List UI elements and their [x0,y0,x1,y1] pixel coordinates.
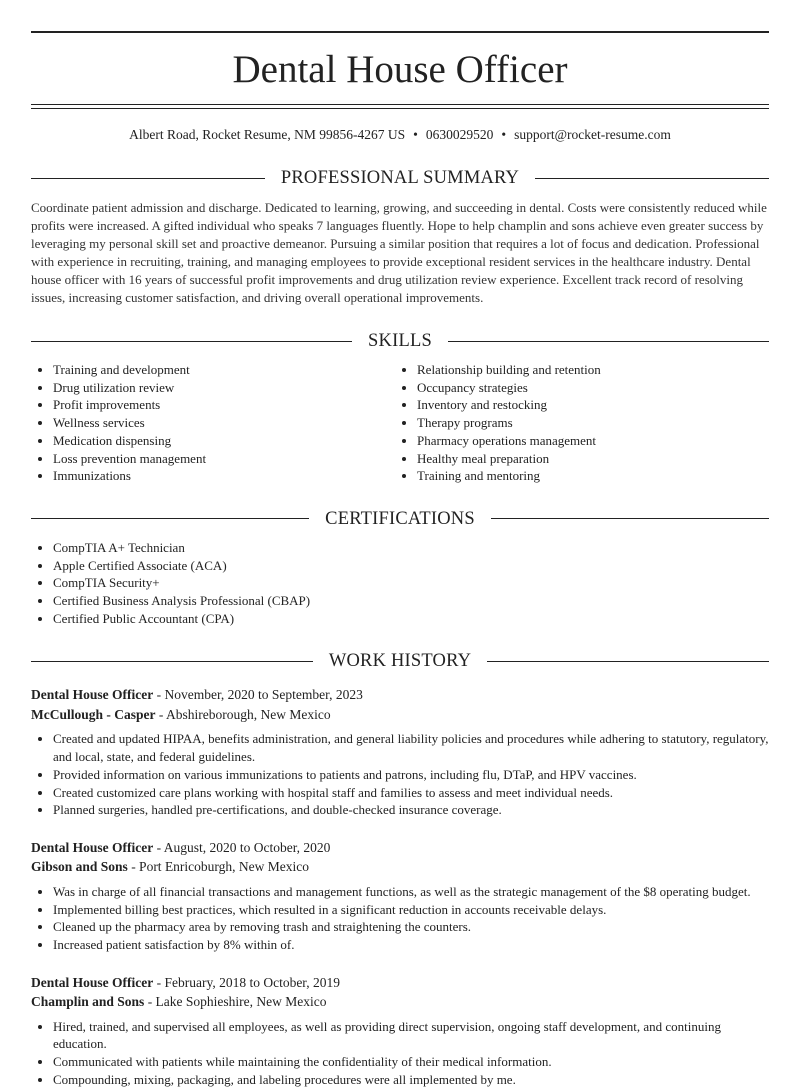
job-title: Dental House Officer [31,839,154,855]
skill-item: • Profit improvements [53,396,395,414]
skill-item: • Training and development [53,361,395,379]
job-company-line [31,857,769,877]
section-rule-right [491,518,769,519]
section-rule-left [31,178,265,179]
contact-separator: • [501,127,507,142]
page-title: Dental House Officer [232,48,568,91]
contact-phone: 0630029520 [425,127,494,142]
certifications-section-title: CERTIFICATIONS [325,508,475,529]
skills-columns [31,361,769,485]
skills-column-left [31,361,395,485]
job-bullet: • Implemented billing best practices, which resulted in a significant reduction in accounts receivable delays. [53,901,769,919]
section-rule-right [535,178,769,179]
job-bullet: • Compounding, mixing, packaging, and labeling procedures were all implemented by me. [53,1071,769,1089]
job-location: - Port Enricoburgh, New Mexico [127,859,310,875]
certification-item: • CompTIA Security+ [53,574,769,592]
job-bullet: • Increased patient satisfaction by 8% within of. [53,936,769,954]
skill-item: • Training and mentoring [417,467,759,485]
job-dates: - August, 2020 to October, 2020 [153,839,331,855]
job-title-line [31,973,769,993]
skills-list-left [31,361,395,485]
contact-separator: • [413,127,418,142]
job-company-line [31,992,769,1012]
section-rule-left [31,341,352,342]
skills-section-header [31,329,769,353]
job-bullets [31,1018,769,1089]
skill-item: • Inventory and restocking [417,396,759,414]
job-title: Dental House Officer [31,974,154,990]
job-title-line [31,685,769,705]
job-dates: - February, 2018 to October, 2019 [153,974,341,990]
summary-section-header [31,166,769,190]
skill-item: • Therapy programs [417,414,759,432]
skills-section-title: SKILLS [368,331,432,351]
job-title: Dental House Officer [31,687,154,703]
job-company-line [31,705,769,725]
skill-item: • Relationship building and retention [417,361,759,379]
skill-item: • Healthy meal preparation [417,450,759,468]
job-title-line [31,838,769,858]
certification-item: • Apple Certified Associate (ACA) [53,557,769,575]
job-bullet: • Provided information on various immunizations to patients and patrons, including flu, DTaP, and HPV vaccines. [53,766,769,784]
job-bullet: • Communicated with patients while maintaining the confidentiality of their medical information. [53,1053,769,1071]
certification-item: • Certified Public Accountant (CPA) [53,610,769,628]
work-section-title: WORK HISTORY [328,651,472,672]
job-bullet: • Was in charge of all financial transactions and management functions, as well as the strategic management of the $8 operating budget. [53,883,769,901]
job-company: McCullough - Casper [31,706,156,722]
skills-column-right [395,361,759,485]
skill-item: • Wellness services [53,414,395,432]
skill-item: • Occupancy strategies [417,379,759,397]
work-section-header [31,649,769,673]
certification-item: • CompTIA A+ Technician [53,539,769,557]
section-rule-right [448,341,769,342]
job-bullet: • Created customized care plans working with hospital staff and families to assess and meet individual needs. [53,784,769,802]
skill-item: • Loss prevention management [53,450,395,468]
job-company: Gibson and Sons [31,859,128,875]
job-location: - Lake Sophieshire, New Mexico [144,994,327,1010]
skills-list-right [395,361,759,485]
skill-item: • Immunizations [53,467,395,485]
skill-item: • Pharmacy operations management [417,432,759,450]
job-entry [31,838,769,954]
job-bullets [31,883,769,954]
section-rule-right [487,661,769,662]
skill-item: • Medication dispensing [53,432,395,450]
job-bullets [31,730,769,819]
section-rule-left [31,661,313,662]
skill-item: • Drug utilization review [53,379,395,397]
job-location: - Abshireborough, New Mexico [155,706,331,722]
job-bullet: • Planned surgeries, handled pre-certifications, and double-checked insurance coverage. [53,801,769,819]
job-bullet: • Hired, trained, and supervised all employees, as well as providing direct supervision, ongoing staff development, and continuing education. [53,1018,769,1053]
summary-text: Coordinate patient admission and discharge. Dedicated to learning, growing, and succeeding in dental. Costs were consistently reduced while profits were increased. A gifted individual who speaks 7 languages fluently. Hope to help champlin and sons achieve even greater success by leveraging my personal skill set and proactive demeanor. Pursuing a similar position that requires a lot of focus and dedication. Professional with experience in recruiting, training, and managing employees to provide exceptional resident services in the healthcare industry. Dental house officer with 16 years of successful profit improvements and drug utilization review experience. Excellent track record of resolving issues, increasing customer satisfaction, and driving overall operational improvements. [31,200,767,305]
certifications-list [31,539,769,628]
job-company: Champlin and Sons [31,994,145,1010]
resume-page [31,0,769,1089]
contact-email[interactable]: support@rocket-resume.com [514,127,671,142]
job-bullet: • Created and updated HIPAA, benefits administration, and general liability policies and procedures while adhering to statutory, regulatory, and local, state, and federal guidelines. [53,730,769,765]
top-rule [31,31,769,33]
certifications-section-header [31,507,769,531]
job-bullet: • Cleaned up the pharmacy area by removing trash and straightening the counters. [53,918,769,936]
summary-section-title: PROFESSIONAL SUMMARY [280,168,520,188]
job-entry [31,685,769,819]
contact-line [31,126,769,144]
certification-item: • Certified Business Analysis Professional (CBAP) [53,592,769,610]
job-entry [31,973,769,1089]
job-dates: - November, 2020 to September, 2023 [153,687,363,703]
contact-address: Albert Road, Rocket Resume, NM 99856-4267 US [129,127,406,142]
double-rule [31,104,769,109]
section-rule-left [31,518,309,519]
